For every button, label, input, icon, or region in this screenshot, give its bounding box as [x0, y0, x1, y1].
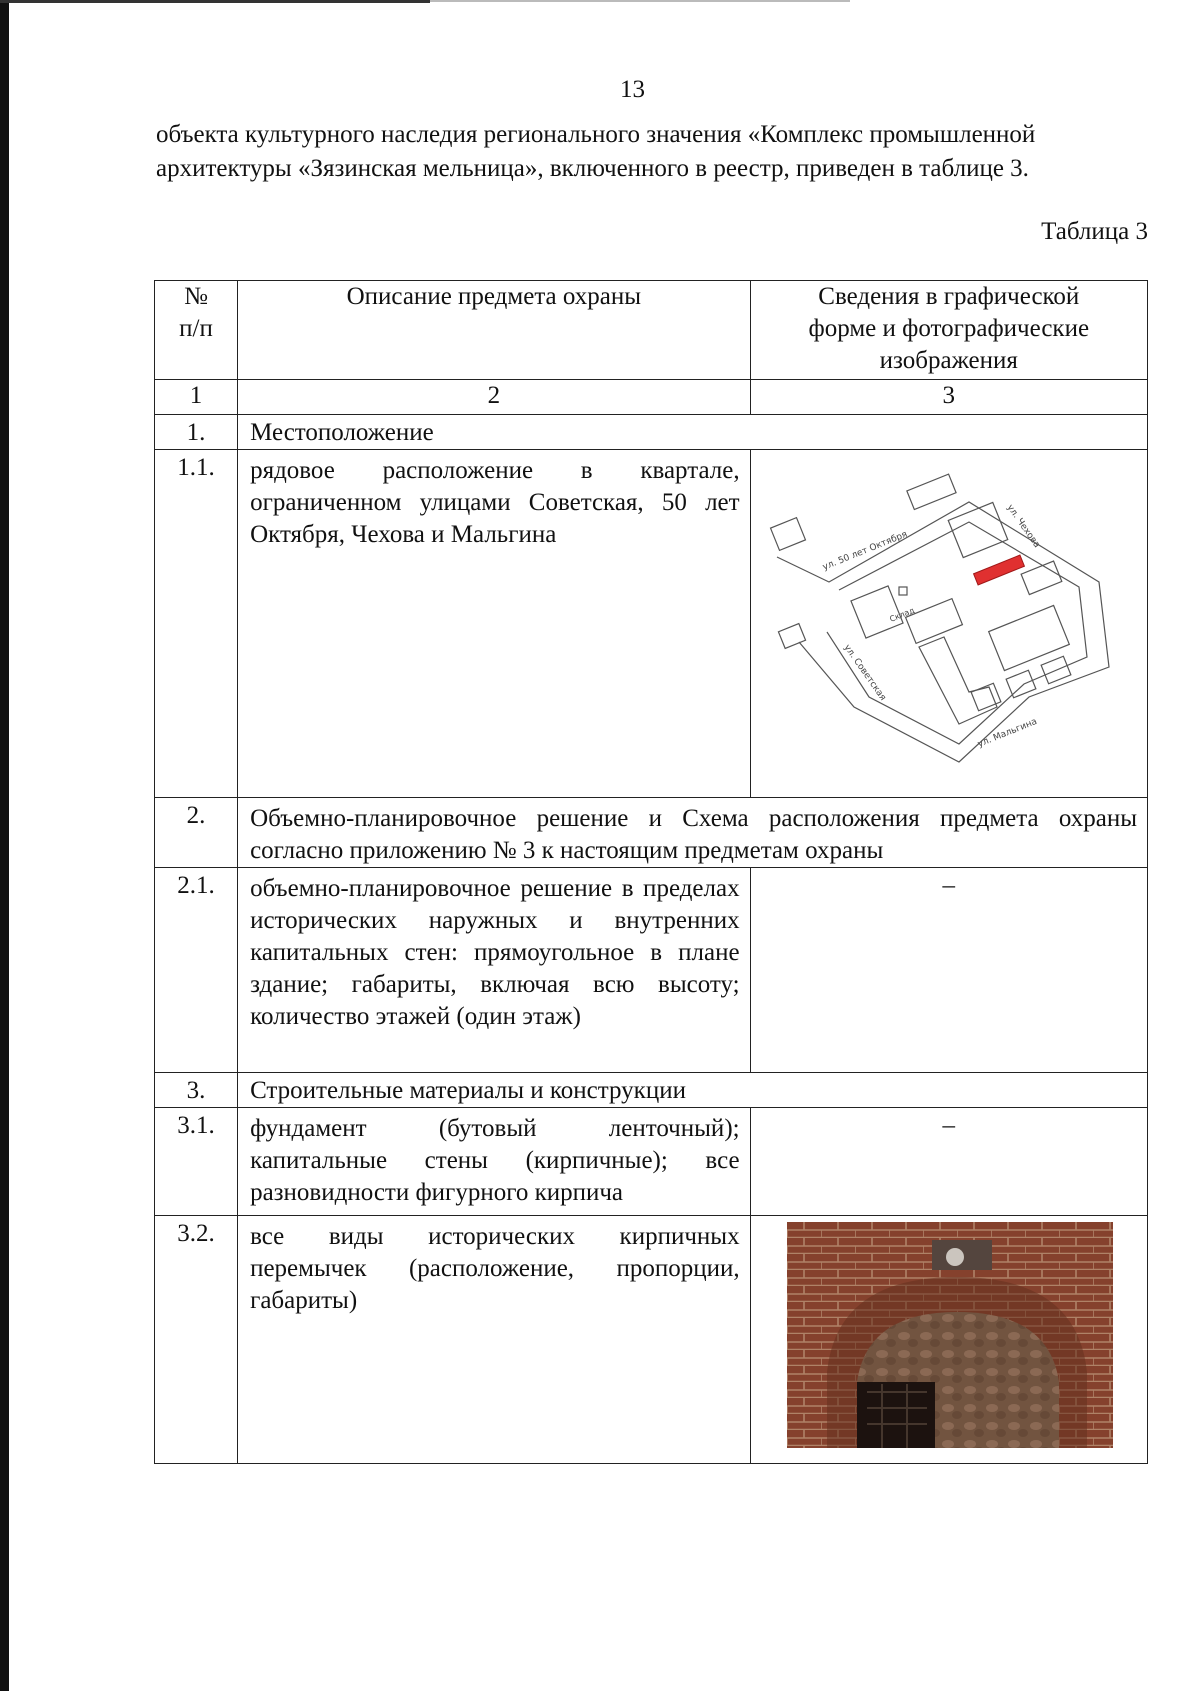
map-building-l-shape [919, 637, 997, 724]
scan-edge-top [0, 0, 430, 3]
photo-shade [787, 1222, 1113, 1448]
header-graphics-line-1: Сведения в графической [818, 283, 1080, 310]
section-row-materials [155, 1073, 1148, 1108]
map-marker-small [899, 587, 907, 595]
location-map [769, 462, 1129, 782]
row-description: объемно-планировочное решение в пределах исторических наружных и внутренних капитальных стен: прямоугольное в плане здание; габариты, включая всю высоту; количество этажей (один этаж) [238, 868, 751, 1073]
map-building-garage [1021, 561, 1062, 595]
header-graphics [750, 281, 1147, 380]
map-protected-object-highlight [973, 555, 1024, 585]
page-number: 13 [620, 76, 645, 103]
table-row-3-1 [155, 1108, 1148, 1216]
section-title: Строительные материалы и конструкции [238, 1073, 1148, 1108]
map-building-kiosk [906, 474, 955, 509]
row-description: рядовое расположение в квартале, ограниченном улицами Советская, 50 лет Октября, Чехова и Мальгина [238, 450, 751, 798]
map-label-street-left: ул. Советская [841, 642, 888, 703]
map-label-building: Склад [887, 605, 916, 624]
graphic-placeholder-dash: – [750, 1108, 1147, 1216]
scan-edge-left [0, 0, 9, 1691]
map-building-east [988, 605, 1069, 670]
table-row-2-1 [155, 868, 1148, 1073]
header-graphics-line-3: изображения [879, 347, 1018, 374]
protection-table [154, 280, 1148, 1464]
section-row-location [155, 415, 1148, 450]
map-building-northwest [770, 518, 805, 551]
brick-arch-photo [787, 1222, 1113, 1448]
map-label-street-right: ул. Чехова [1004, 502, 1042, 550]
photo-cell [750, 1216, 1147, 1464]
scan-edge-top-faint [430, 0, 850, 2]
table-caption: Таблица 3 [1041, 218, 1148, 245]
location-map-cell [750, 450, 1147, 798]
column-number-1: 1 [155, 380, 238, 415]
table-row-3-2 [155, 1216, 1148, 1464]
map-building-admin [948, 502, 1007, 557]
row-description: все виды исторических кирпичных перемычек (расположение, пропорции, габариты) [238, 1216, 751, 1464]
map-label-street-bottom: ул. Мальгина [975, 716, 1039, 750]
header-number-line-2: п/п [179, 315, 213, 342]
column-number-row [155, 380, 1148, 415]
header-number [155, 281, 238, 380]
column-number-3: 3 [750, 380, 1147, 415]
header-graphics-line-2: форме и фотографические [808, 315, 1090, 342]
section-title: Местоположение [238, 415, 1148, 450]
header-description: Описание предмета охраны [238, 281, 751, 380]
intro-paragraph [156, 118, 1148, 186]
graphic-placeholder-dash: – [750, 868, 1147, 1073]
map-label-street-top: ул. 50 лет Октября [820, 529, 909, 573]
header-number-line-1: № [184, 283, 208, 310]
row-description: фундамент (бутовый ленточный); капитальные стены (кирпичные); все разновидности фигурного кирпича [238, 1108, 751, 1216]
section-title: Объемно-планировочное решение и Схема расположения предмета охраны согласно приложению № 3 к настоящим предметам охраны [238, 798, 1148, 868]
row-number: 2.1. [155, 868, 238, 1073]
row-number: 3. [155, 1073, 238, 1108]
table-row-1-1 [155, 450, 1148, 798]
row-number: 3.1. [155, 1108, 238, 1216]
row-number: 2. [155, 798, 238, 868]
map-building-warehouse [905, 599, 962, 644]
row-number: 1.1. [155, 450, 238, 798]
section-row-planning [155, 798, 1148, 868]
column-number-2: 2 [238, 380, 751, 415]
row-number: 1. [155, 415, 238, 450]
intro-line-1: объекта культурного наследия регионального значения «Комплекс промышленной [156, 121, 1036, 148]
header-row [155, 281, 1148, 380]
intro-line-2: архитектуры «Зязинская мельница», включенного в реестр, приведен в таблице 3. [156, 155, 1029, 182]
map-building-small-2 [1006, 670, 1036, 698]
row-number: 3.2. [155, 1216, 238, 1464]
